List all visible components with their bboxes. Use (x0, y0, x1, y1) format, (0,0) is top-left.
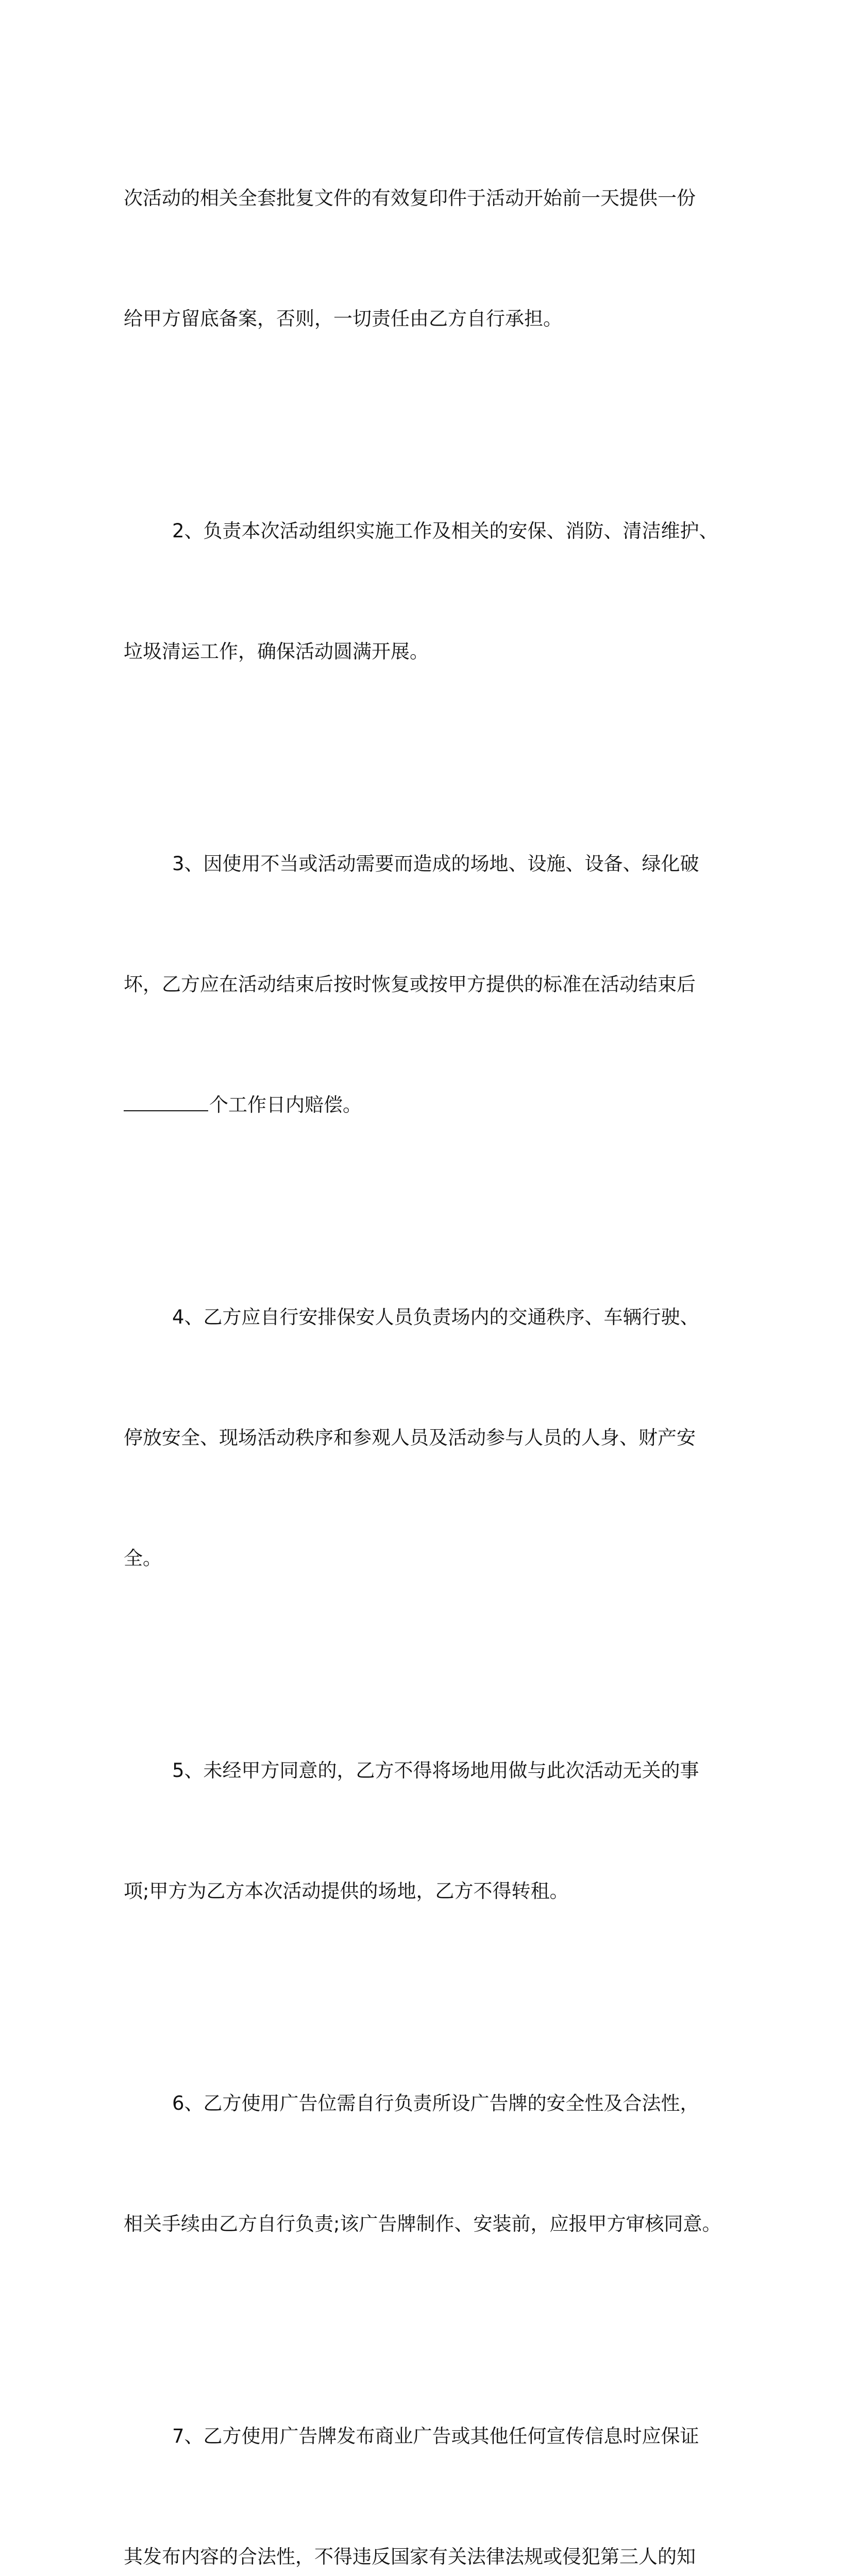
clause-3 (124, 764, 721, 1206)
text-line: 给甲方留底备案，否则，一切责任由乙方自行承担。 (124, 308, 562, 330)
text-line: 停放安全、现场活动秩序和参观人员及活动参与人员的人身、财产安 (124, 1427, 696, 1449)
text-line-with-blank (124, 1085, 721, 1125)
clause-6 (124, 2003, 721, 2325)
clause-4 (124, 1217, 721, 1659)
fill-in-blank (124, 1093, 208, 1111)
text-line: 垃圾清运工作，确保活动圆满开展。 (124, 640, 429, 663)
text-line: 7、乙方使用广告牌发布商业广告或其他任何宣传信息时应保证 (172, 2425, 699, 2447)
text-fragment: 个工作日内赔偿。 (209, 1094, 362, 1116)
text-line: 3、因使用不当或活动需要而造成的场地、设施、设备、绿化破 (172, 853, 699, 875)
text-line: 6、乙方使用广告位需自行负责所设广告牌的安全性及合法性， (172, 2092, 699, 2114)
text-line: 5、未经甲方同意的，乙方不得将场地用做与此次活动无关的事 (172, 1759, 699, 1782)
text-line: 4、乙方应自行安排保安人员负责场内的交通秩序、车辆行驶、 (172, 1306, 699, 1328)
text-line: 相关手续由乙方自行负责;该广告牌制作、安装前，应报甲方审核同意。 (124, 2213, 721, 2235)
clause-5 (124, 1670, 721, 1992)
text-line: 其发布内容的合法性，不得违反国家有关法律法规或侵犯第三人的知 (124, 2546, 696, 2568)
text-line: 坏，乙方应在活动结束后按时恢复或按甲方提供的标准在活动结束后 (124, 973, 696, 995)
text-line: 项;甲方为乙方本次活动提供的场地，乙方不得转租。 (124, 1880, 569, 1902)
paragraph-continuation (124, 98, 721, 419)
document-body (124, 98, 721, 2576)
text-line: 2、负责本次活动组织实施工作及相关的安保、消防、清洁维护、 (172, 520, 718, 542)
clause-7 (124, 2336, 721, 2576)
text-line: 全。 (124, 1547, 162, 1569)
text-line: 次活动的相关全套批复文件的有效复印件于活动开始前一天提供一份 (124, 187, 696, 209)
clause-2 (124, 431, 721, 752)
